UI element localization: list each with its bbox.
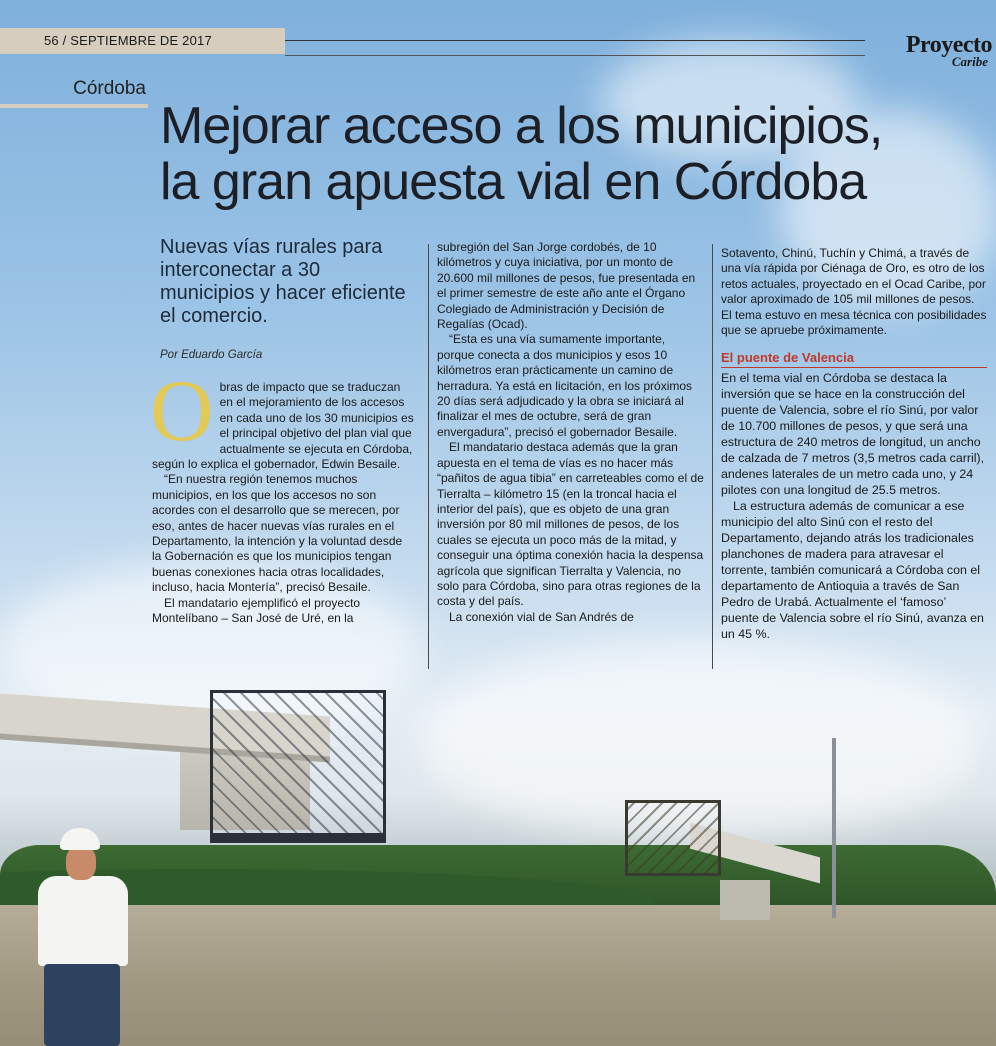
subhead: El puente de Valencia bbox=[721, 350, 987, 367]
paragraph: “En nuestra región tenemos muchos municipios, en los que los accesos no son acordes con el desarrollo que se merecen, por eso, antes de hacer nuevas vías rurales en el Departamento, la intención y la voluntad desde la Gobernación es que los municipios tengan buenas conexiones hacia otras localidades, incluso, hacia Montería”, precisó Besaile. bbox=[152, 472, 403, 595]
subsection-body bbox=[721, 370, 987, 642]
person-head bbox=[66, 846, 96, 880]
headline-line1: Mejorar acceso a los municipios, bbox=[160, 97, 883, 155]
section-tag bbox=[0, 76, 148, 108]
folio-text: 56 / SEPTIEMBRE DE 2017 bbox=[44, 33, 212, 48]
antenna-mast bbox=[832, 738, 836, 918]
paragraph: La conexión vial de San Andrés de bbox=[449, 609, 634, 624]
header-rule bbox=[285, 40, 865, 41]
hard-hat bbox=[60, 828, 100, 850]
paragraph: “Esta es una vía sumamente importante, porque conecta a dos municipios y esos 10 kilómetros eran prácticamente un camino de herradura. Ya está en licitación, en los próximos 20 días será adjudicado y la obra se iniciará al finalizar el mes de octubre, será de gran envergadura”, precisó el gobernador Besaile. bbox=[437, 332, 693, 439]
headline-line2: la gran apuesta vial en Córdoba bbox=[160, 153, 867, 211]
construction-crane bbox=[625, 800, 721, 876]
paragraph: El mandatario ejemplificó el proyecto Montelíbano – San José de Uré, en la bbox=[152, 595, 361, 626]
paragraph: subregión del San Jorge cordobés, de 10 kilómetros y cuya iniciativa, por un monto de 20.600 mil millones de pesos, fue presentada en el primer semestre de este año ante el Órgano Colegiado de Administración y Decisión de Regalías (Ocad). bbox=[437, 240, 696, 332]
paragraph: En el tema vial en Córdoba se destaca la inversión que se hace en la construcción del puente de Valencia, sobre el río Sinú, por valor de 10.700 millones de pesos, y que será una estructura de 240 metros de longitud, un ancho de calzada de 7 metros (3,5 metros cada carril), andenes laterales de un metro cada uno, y 24 pilotes con una longitud de 25.5 metros. bbox=[721, 370, 985, 497]
bridge-pier bbox=[720, 880, 770, 920]
folio-band bbox=[0, 28, 285, 54]
paragraph: bras de impacto que se traduczan en el mejoramiento de los accesos en cada uno de los 30 municipios es el principal objetivo del plan vial que actualmente se ejecuta en Córdoba, según lo explica el gobernador, Edwin Besaile. bbox=[152, 380, 414, 472]
paragraph: Sotavento, Chinú, Tuchín y Chimá, a través de una vía rápida por Ciénaga de Oro, es otro de los retos actuales, proyectado en el Ocad Caribe, por valor aproximado de 105 mil millones de pesos. El tema estuvo en mesa técnica con posibilidades que se apruebe próximamente. bbox=[721, 246, 987, 338]
person-jeans bbox=[44, 964, 120, 1046]
river bbox=[0, 905, 996, 1046]
magazine-logo bbox=[872, 34, 992, 68]
construction-crane bbox=[210, 690, 386, 843]
article-column-3 bbox=[721, 246, 987, 642]
article-column-1 bbox=[150, 363, 414, 627]
article-column-2 bbox=[437, 240, 705, 625]
deck-subtitle: Nuevas vías rurales para interconectar a 30 municipios y hacer eficiente el comercio. bbox=[160, 236, 406, 327]
paragraph: El mandatario destaca además que la gran apuesta en el tema de vías es no hacer más “pañitos de agua tibia” en carreteables como el de Tierralta – kilómetro 15 (en la troncal hacia el interior del país), que es objeto de una gran inversión por 80 mil millones de pesos, de los cuales se ejecuta un poco más de la mitad, y conseguir una óptima conexión hacia la despensa agrícola que significan Tierralta y Valencia, no solo para Córdoba, sino para otras regiones de la costa y del país. bbox=[437, 440, 704, 609]
headline bbox=[160, 98, 996, 210]
byline: Por Eduardo García bbox=[160, 349, 263, 361]
header-rule bbox=[285, 55, 865, 56]
logo-line2: Caribe bbox=[951, 54, 988, 69]
governor-photo bbox=[18, 828, 138, 1046]
section-label: Córdoba bbox=[73, 78, 146, 99]
person-shirt bbox=[38, 876, 128, 966]
column-rule bbox=[428, 244, 429, 669]
logo-line1: Proyecto bbox=[905, 32, 992, 58]
column-rule bbox=[712, 244, 713, 669]
paragraph: La estructura además de comunicar a ese municipio del alto Sinú con el resto del Departamento, dejando atrás los tradicionales planchones de madera para atravesar el torrente, también comunicará a Córdoba con el departamento de Antioquia a través de San Pedro de Urabá. Actualmente el ‘famoso’ puente de Valencia sobre el río Sinú, avanza en un 45 %. bbox=[721, 498, 984, 641]
drop-cap: O bbox=[150, 363, 214, 460]
